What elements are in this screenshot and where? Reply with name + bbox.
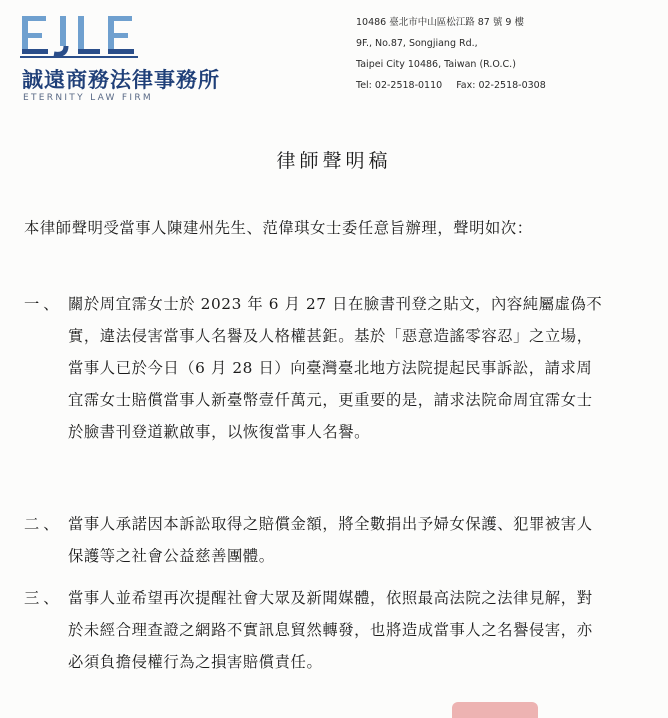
- item-number: 一、: [24, 295, 63, 313]
- intro-paragraph: 本律師聲明受當事人陳建州先生、范偉琪女士委任意旨辦理，聲明如次：: [24, 219, 533, 237]
- address-line-zh: 10486 臺北市中山區松江路 87 號 9 樓: [356, 17, 524, 28]
- firm-name-en: ETERNITY LAW FIRM: [23, 93, 153, 103]
- item-text: 關於周宜霈女士於 2023 年 6 月 27 日在臉書刊登之貼文，內容純屬虛偽不實，違法侵害當事人名譽及人格權甚鉅。基於「惡意造謠零容忍」之立場，當事人已於今日（6 月 28 日）向臺灣臺北地方法院提起民事訴訟，請求周宜霈女士賠償當事人新臺幣壹仟萬元，更重要的是，請求法院命周宜霈女士於臉書刊登道歉啟事，以恢復當事人名譽。: [68, 295, 603, 441]
- firm-logo-mark-icon: [20, 12, 140, 60]
- fax-number: Fax: 02-2518-0308: [456, 80, 546, 91]
- item-text: 當事人承諾因本訴訟取得之賠償金額，將全數捐出予婦女保護、犯罪被害人保護等之社會公益慈善團體。: [68, 515, 593, 565]
- contact-line: [356, 75, 656, 96]
- tel-number: Tel: 02-2518-0110: [356, 80, 443, 91]
- item-text: 當事人並希望再次提醒社會大眾及新聞媒體，依照最高法院之法律見解，對於未經合理查證之網路不實訊息貿然轉發，也將造成當事人之名譽侵害，亦必須負擔侵權行為之損害賠償責任。: [68, 589, 593, 671]
- address-line-street: 9F., No.87, Songjiang Rd.,: [356, 38, 478, 49]
- address-line-city: Taipei City 10486, Taiwan (R.O.C.): [356, 59, 516, 70]
- firm-address: [356, 12, 656, 96]
- item-number: 三、: [24, 589, 63, 607]
- firm-name-zh: 誠遠商務法律事務所: [22, 67, 220, 92]
- document-title: 律師聲明稿: [276, 150, 392, 172]
- firm-logo: [20, 12, 235, 104]
- item-number: 二、: [24, 515, 63, 533]
- red-seal-stamp: [452, 702, 538, 718]
